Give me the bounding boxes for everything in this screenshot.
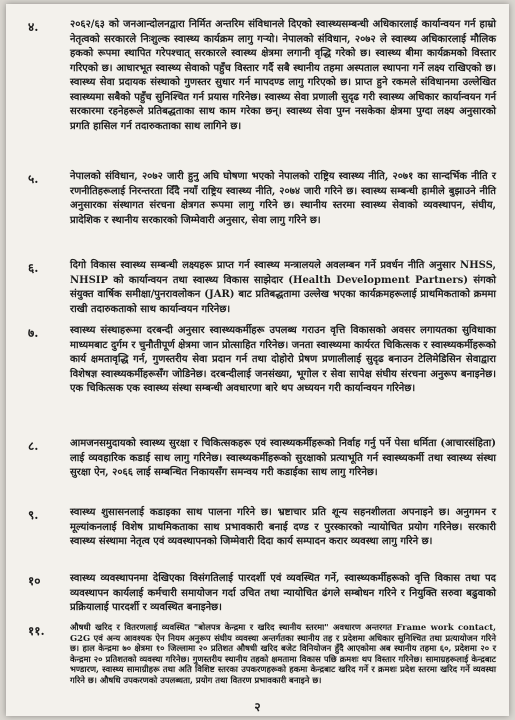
item-number: ११. xyxy=(28,624,45,638)
item-number: ९. xyxy=(28,508,39,522)
item-text: दिगो विकास स्वास्थ्य सम्बन्धी लक्ष्यहरू प्राप्त गर्न स्वास्थ्य मन्त्रालयले अवलम्बन गर्ने प्रवर्धन नीति अनुसार NHSS, NHSIP को कार्यान्वयन तथा स्वास्थ्य विकास साझेदार (Health Development Partners) संगको संयुक्त वार्षिक समीक्षा/पुनरावलोकन (JAR) बाट प्रतिबद्धतामा उल्लेख भएका कार्यक्रमहरूलाई प्राथमिकताको क्रममा राखी तदारुकताको साथ कार्यान्वयन गरिनेछ। xyxy=(70,260,496,315)
document-page xyxy=(6,4,509,716)
item-number: ४. xyxy=(28,20,39,34)
item-text: औषधी खरिद र वितरणलाई व्यवस्थित "बोलपत्र केन्द्रमा र खरिद स्थानीय स्तरमा" अवधारण अन्तरगत Frame work contact, G2G एवं अन्य आवश्यक ऐन नियम अनुरूप संघीय व्यवस्था अन्तर्गतका स्थानीय तह र प्रदेशमा अधिकार सुनिश्चित तथा प्रत्यायोजन गरिने छ। हाल केन्द्रमा ७० क्षेत्रमा १० जिल्लामा २० प्रतिशत औषधी खरिद बजेट विनियोजन हुँदै आएकोमा अब स्थानीय तहमा ६०, प्रदेशमा २० र केन्द्रमा २० प्रतिशतको व्यवस्था गरिनेछ। गुणस्तरीय स्थानीय तहको क्षमतामा विकास पछि क्रमशः थप विस्तार गरिनेछ। सामाग्रहरूलाई केन्द्रबाट भण्डारण, स्वास्थ्य सामाग्रीहरू तथा अति विशिष्ट स्तरका उपकरणहरूको हकमा केन्द्रबाट खरिद गर्ने र क्रमशः प्रदेश स्तरमा खरिद गर्ने व्यवस्था गरिने छ। औषधि उपकरणको उपलब्धता, प्रयोग तथा वितरण प्रभावकारी बनाइने छ। xyxy=(70,622,496,685)
item-text: स्वास्थ्य संस्थाहरूमा दरबन्दी अनुसार स्वास्थ्यकर्मीहरू उपलब्ध गराउन वृत्ति विकासको अवसर लगायतका सुविधाका माध्यमबाट दुर्गम र चुनौतीपूर्ण क्षेत्रमा जान प्रोत्साहित गरिनेछ। जनता स्वास्थ्यमा कार्यरत चिकित्सक र स्वास्थ्यकर्मीहरूको कार्य क्षमतावृद्धि गर्न, गुणस्तरीय सेवा प्रदान गर्न तथा दोहोरो प्रेषण प्रणालीलाई सुदृढ बनाउन टेलिमेडिसिन सेवाद्वारा विशेषज्ञ स्वास्थ्यकर्मीहरूसँग जोडिनेछ। दरबन्दीलाई जनसंख्या, भूगोल र सेवा सापेक्ष संघीय संरचना अनुरूप बनाइनेछ। एक चिकित्सक एक स्वास्थ्य संस्था सम्बन्धी अवधारणा बारे थप अध्ययन गरी कार्यान्वयन गरिनेछ। xyxy=(70,325,496,394)
item-number: ६. xyxy=(28,261,39,275)
item-text: २०६२/६३ को जनआन्दोलनद्वारा निर्मित अन्तरिम संविधानले दिएको स्वास्थ्यसम्बन्धी अधिकारलाई कार्यान्वयन गर्न हाम्रो नेतृत्वको सरकारले निःशुल्क स्वास्थ्य कार्यक्रम लागु गर्‍यो। नेपालको संविधान, २०७२ ले स्वास्थ्य अधिकारलाई मौलिक हकको रूपमा स्थापित गरेपश्चात् सरकारले स्वास्थ्य क्षेत्रमा लगानी वृद्धि गरेको छ। स्वास्थ्य बीमा कार्यक्रमको विस्तार गरिएको छ। आधारभूत स्वास्थ्य सेवाको पहुँच विस्तार गर्दै सबै स्थानीय तहमा अस्पताल स्थापना गर्ने लक्ष्य राखिएको छ। स्वास्थ्य सेवा प्रदायक संस्थाको गुणस्तर सुधार गर्न मापदण्ड लागु गरिएको छ। प्राप्त हुने रकमले संविधानमा उल्लेखित स्वास्थ्यमा सबैको पहुँच सुनिश्चित गर्न प्रयास गरिनेछ। स्वास्थ्य सेवा प्रणाली सुदृढ गरी स्वास्थ्य अधिकार कार्यान्वयन गर्न सरकारमा रहनेहरूले प्रतिबद्धताका साथ काम गरेका छन्। स्वास्थ्य सेवा पुग्न नसकेका क्षेत्रमा पुग्दा लक्ष्य अनुसारको प्रगति हासिल गर्न तदारुकताका साथ लागिने छ। xyxy=(70,19,496,132)
item-number: ८. xyxy=(28,439,39,453)
item-text: स्वास्थ्य व्यवस्थापनमा देखिएका विसंगतिलाई पारदर्शी एवं व्यवस्थित गर्ने, स्वास्थ्यकर्मीहरूको वृत्ति विकास तथा पद व्यवस्थापन कार्यलाई कर्मचारी समायोजन गर्दा उचित तथा न्यायोचित ढंगले सम्बोधन गरिने र नियुक्ति सरुवा बढुवाको प्रक्रियालाई पारदर्शी र व्यवस्थित बनाइनेछ। xyxy=(70,573,496,613)
item-number: १० xyxy=(28,574,41,588)
item-text: नेपालको संविधान, २०७२ जारी हुनु अघि घोषणा भएको नेपालको राष्ट्रिय स्वास्थ्य नीति, २०७१ का सान्दर्भिक नीति र रणनीतिहरूलाई निरन्तरता दिँदै नयाँ राष्ट्रिय स्वास्थ्य नीति, २०७४ जारी गरिने छ। स्वास्थ्य सम्बन्धी हामीले बुझाउने नीति अनुसारका संस्थागत संरचना क्षेत्रगत रूपमा लागु गरिने छ। स्थानीय स्तरमा स्वास्थ्य सेवाको व्यवस्थापन, संघीय, प्रादेशिक र स्थानीय सरकारको जिम्मेवारी अनुसार, सेवा लागु गरिने छ। xyxy=(70,171,496,226)
item-text: स्वास्थ्य शुसासनलाई कडाइका साथ पालना गरिने छ। भ्रष्टाचार प्रति शून्य सहनशीलता अपनाइने छ। अनुगमन र मूल्यांकनलाई विशेष प्राथमिकताका साथ प्रभावकारी बनाई दण्ड र पुरस्कारको न्यायोचित प्रयोग गरिनेछ। सरकारी स्वास्थ्य संस्थामा नेतृत्व एवं व्यवस्थापनको जिम्मेवारी दिदा कार्य सम्पादन करार व्यवस्था लागु गरिने छ। xyxy=(70,507,496,547)
item-text: आमजनसमुदायको स्वास्थ्य सुरक्षा र चिकित्सकहरू एवं स्वास्थ्यकर्मीहरूको निर्वाह गर्नु पर्ने पेसा धर्मिता (आचारसंहिता) लाई व्यवहारिक कडाई साथ लागु गरिनेछ। स्वास्थ्यकर्मीहरूको सुरक्षाको प्रत्याभूति गर्न स्वास्थ्यकर्मी तथा स्वास्थ्य संस्था सुरक्षा ऐन, २०६६ लाई सम्बन्धित निकायसँग समन्वय गरी कडाईका साथ लागु गरिनेछ। xyxy=(70,438,496,478)
item-number: ५. xyxy=(28,172,39,186)
page-number: २ xyxy=(254,700,261,714)
item-number: ७. xyxy=(28,326,39,340)
